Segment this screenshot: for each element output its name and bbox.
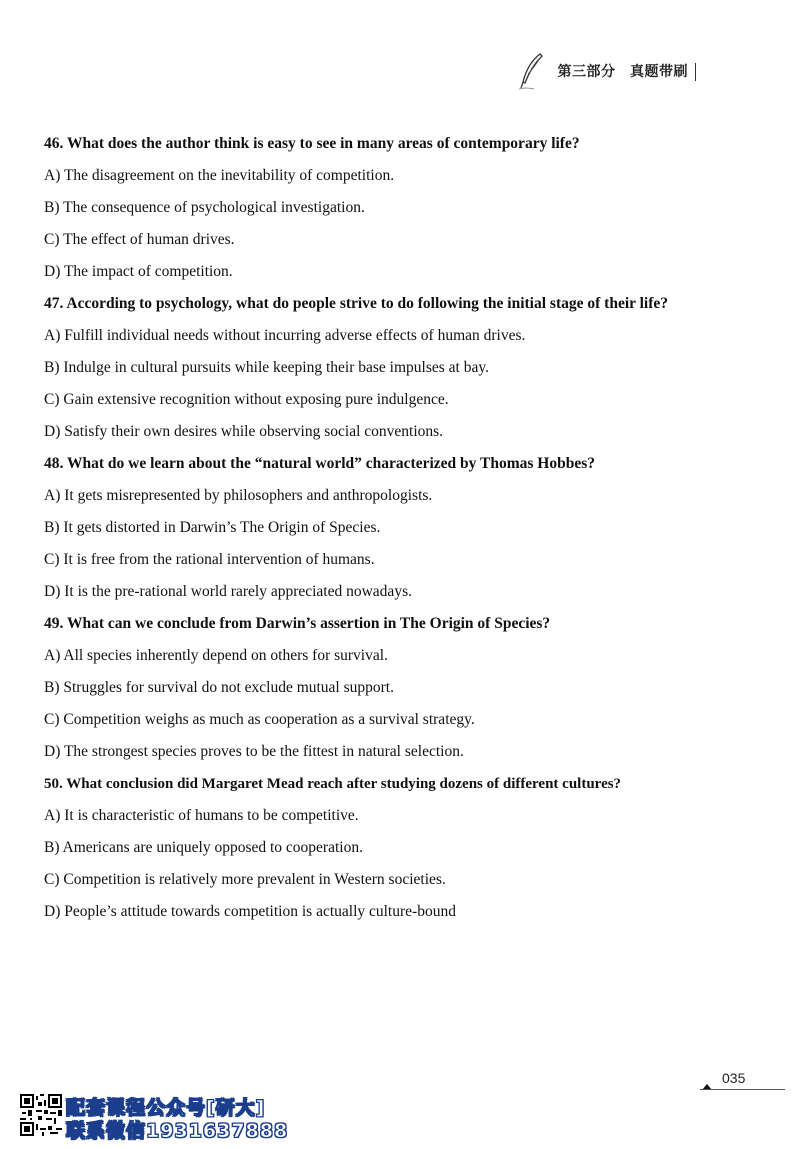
section-title: 第三部分 真题带刷 bbox=[558, 63, 697, 81]
option-47-c: C) Gain extensive recognition without exposing pure indulgence. bbox=[44, 391, 449, 408]
option-46-d: D) The impact of competition. bbox=[44, 263, 233, 280]
option-47-a: A) Fulfill individual needs without incurring adverse effects of human drives. bbox=[44, 327, 526, 344]
option-46-b: B) The consequence of psychological investigation. bbox=[44, 199, 365, 216]
question-46: 46. What does the author think is easy to see in many areas of contemporary life? bbox=[44, 135, 580, 152]
qr-code-icon bbox=[20, 1094, 62, 1136]
question-47: 47. According to psychology, what do people strive to do following the initial stage of their life? bbox=[44, 295, 669, 312]
question-list bbox=[44, 128, 704, 928]
option-46-a: A) The disagreement on the inevitability of competition. bbox=[44, 167, 395, 184]
option-48-b: B) It gets distorted in Darwin’s The Origin of Species. bbox=[44, 519, 381, 536]
option-50-b: B) Americans are uniquely opposed to cooperation. bbox=[44, 839, 363, 856]
page-header bbox=[514, 52, 697, 92]
question-49: 49. What can we conclude from Darwin’s assertion in The Origin of Species? bbox=[44, 615, 551, 632]
option-49-c: C) Competition weighs as much as cooperation as a survival strategy. bbox=[44, 711, 475, 728]
promo-line-2: 联系微信1931637888 bbox=[66, 1120, 289, 1142]
option-49-b: B) Struggles for survival do not exclude mutual support. bbox=[44, 679, 394, 696]
option-48-a: A) It gets misrepresented by philosophers and anthropologists. bbox=[44, 487, 433, 504]
option-46-c: C) The effect of human drives. bbox=[44, 231, 235, 248]
option-48-d: D) It is the pre-rational world rarely appreciated nowadays. bbox=[44, 583, 412, 600]
option-49-d: D) The strongest species proves to be the fittest in natural selection. bbox=[44, 743, 464, 760]
option-47-d: D) Satisfy their own desires while observing social conventions. bbox=[44, 423, 444, 440]
page-number: 035 bbox=[722, 1070, 746, 1086]
promo-line-1: 配套课程公众号[研大] bbox=[66, 1097, 266, 1119]
option-50-d: D) People’s attitude towards competition is actually culture-bound bbox=[44, 903, 456, 920]
question-50: 50. What conclusion did Margaret Mead reach after studying dozens of different cultures? bbox=[44, 776, 622, 792]
page-rule bbox=[700, 1089, 785, 1090]
option-50-a: A) It is characteristic of humans to be competitive. bbox=[44, 807, 359, 824]
option-47-b: B) Indulge in cultural pursuits while keeping their base impulses at bay. bbox=[44, 359, 489, 376]
option-48-c: C) It is free from the rational intervention of humans. bbox=[44, 551, 375, 568]
option-49-a: A) All species inherently depend on others for survival. bbox=[44, 647, 388, 664]
quill-pen-icon bbox=[514, 52, 548, 92]
option-50-c: C) Competition is relatively more prevalent in Western societies. bbox=[44, 871, 446, 888]
question-48: 48. What do we learn about the “natural world” characterized by Thomas Hobbes? bbox=[44, 455, 595, 472]
